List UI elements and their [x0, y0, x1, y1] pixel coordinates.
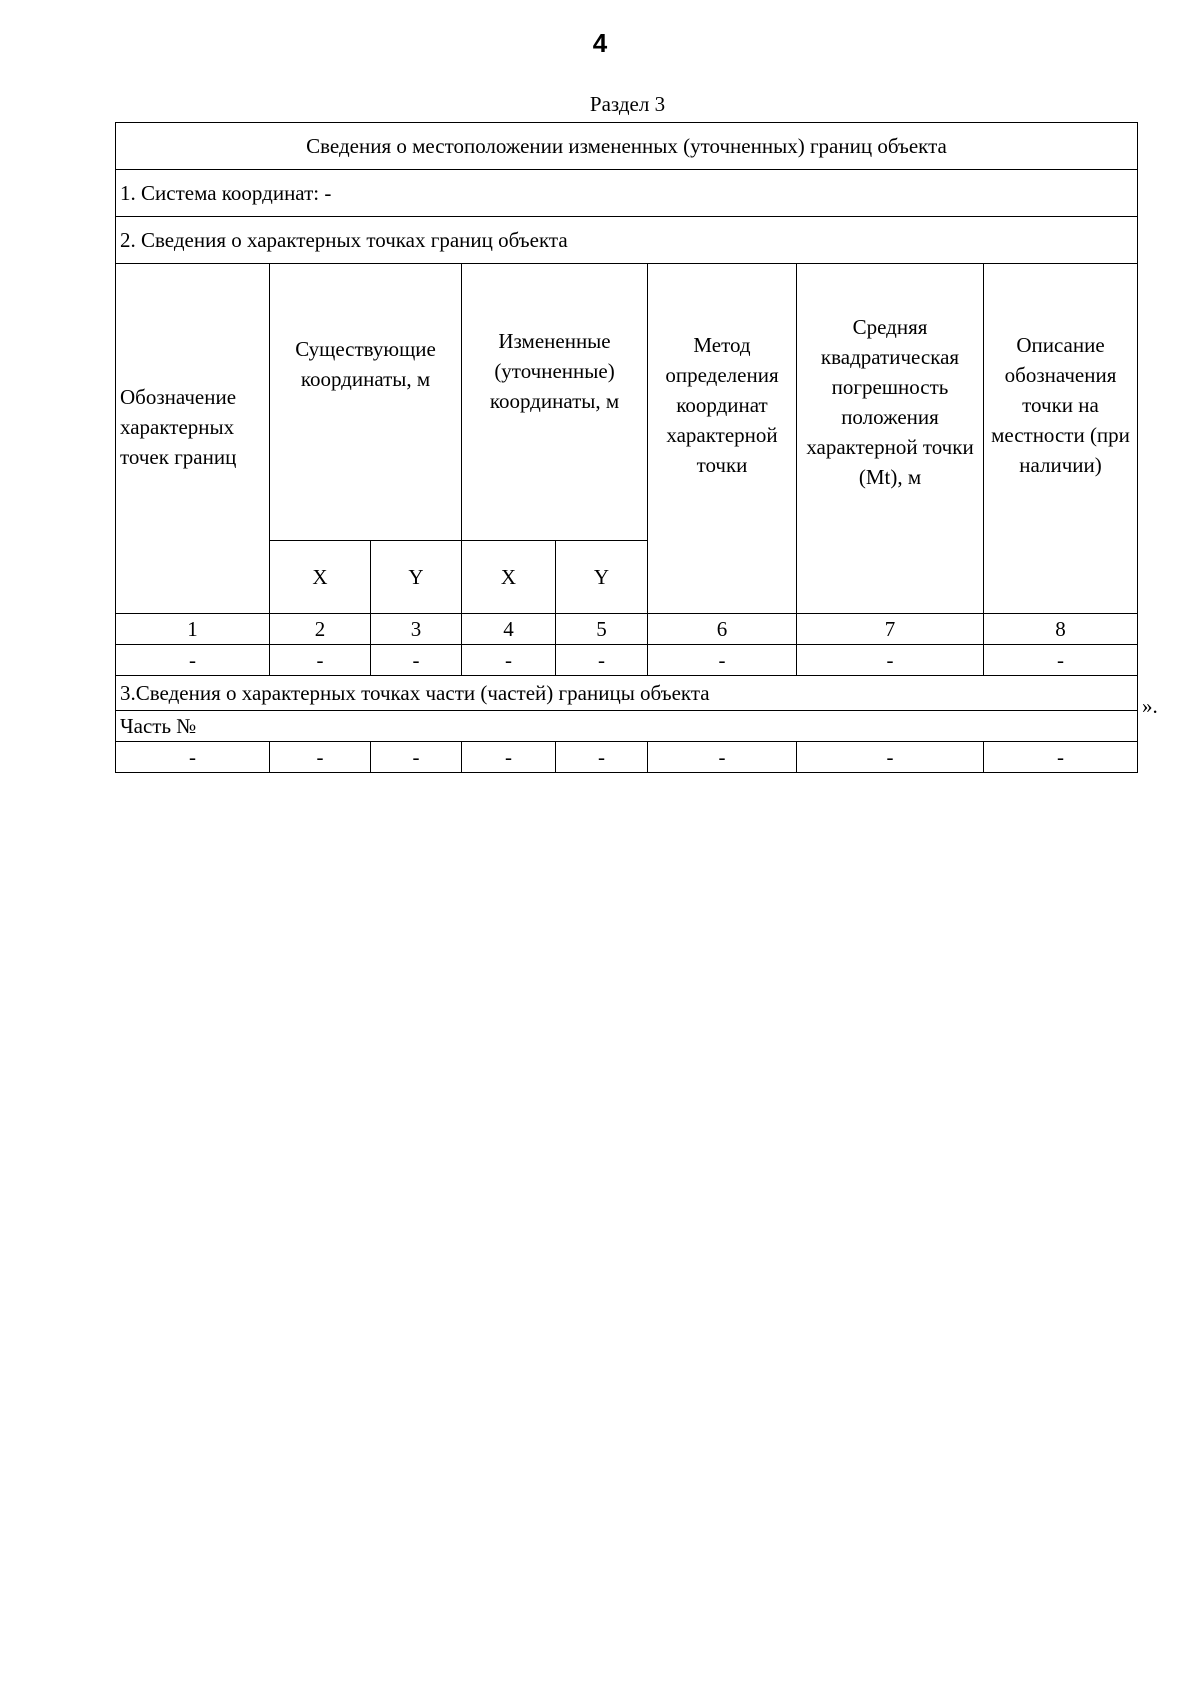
header-method: Метод определения координат характерной точки: [648, 264, 797, 614]
section-label: Раздел 3: [589, 92, 666, 116]
header-description: Описание обозначения точки на местности (при наличии): [984, 264, 1138, 614]
table-cell: -: [556, 645, 648, 676]
page-number: 4: [592, 28, 608, 58]
closing-quote: ».: [1142, 694, 1158, 718]
table-row: [116, 645, 1138, 676]
points-heading-row: 2. Сведения о характерных точках границ объекта: [116, 217, 1138, 264]
table-cell: -: [462, 742, 556, 773]
parts-heading-row: 3.Сведения о характерных точках части (частей) границы объекта: [116, 676, 1138, 711]
column-number: 2: [270, 614, 371, 645]
header-changed-x: X: [462, 541, 556, 614]
boundary-points-table: [115, 122, 1138, 773]
header-existing-coordinates: Существующие координаты, м: [270, 264, 462, 541]
column-number: 6: [648, 614, 797, 645]
table-cell: -: [984, 742, 1138, 773]
table-cell: -: [648, 645, 797, 676]
table-cell: -: [797, 742, 984, 773]
column-number: 5: [556, 614, 648, 645]
column-numbers-row: [116, 614, 1138, 645]
table-cell: -: [371, 742, 462, 773]
part-number-row: Часть №: [116, 711, 1138, 742]
column-number: 3: [371, 614, 462, 645]
coordinate-system-row: 1. Система координат: -: [116, 170, 1138, 217]
header-existing-x: X: [270, 541, 371, 614]
table-cell: -: [648, 742, 797, 773]
column-number: 8: [984, 614, 1138, 645]
table-cell: -: [984, 645, 1138, 676]
table-cell: -: [116, 645, 270, 676]
table-cell: -: [116, 742, 270, 773]
header-mean-error: Средняя квадратическая погрешность положения характерной точки (Mt), м: [797, 264, 984, 614]
table-row: [116, 742, 1138, 773]
column-number: 7: [797, 614, 984, 645]
column-number: 4: [462, 614, 556, 645]
header-changed-y: Y: [556, 541, 648, 614]
column-number: 1: [116, 614, 270, 645]
table-cell: -: [270, 742, 371, 773]
table-cell: -: [556, 742, 648, 773]
table-cell: -: [797, 645, 984, 676]
header-existing-y: Y: [371, 541, 462, 614]
table-cell: -: [462, 645, 556, 676]
table-title: Сведения о местоположении измененных (уточненных) границ объекта: [116, 123, 1138, 170]
header-changed-coordinates: Измененные (уточненные) координаты, м: [462, 264, 648, 541]
table-cell: -: [270, 645, 371, 676]
table-cell: -: [371, 645, 462, 676]
header-point-designation: Обозначение характерных точек границ: [116, 264, 270, 614]
